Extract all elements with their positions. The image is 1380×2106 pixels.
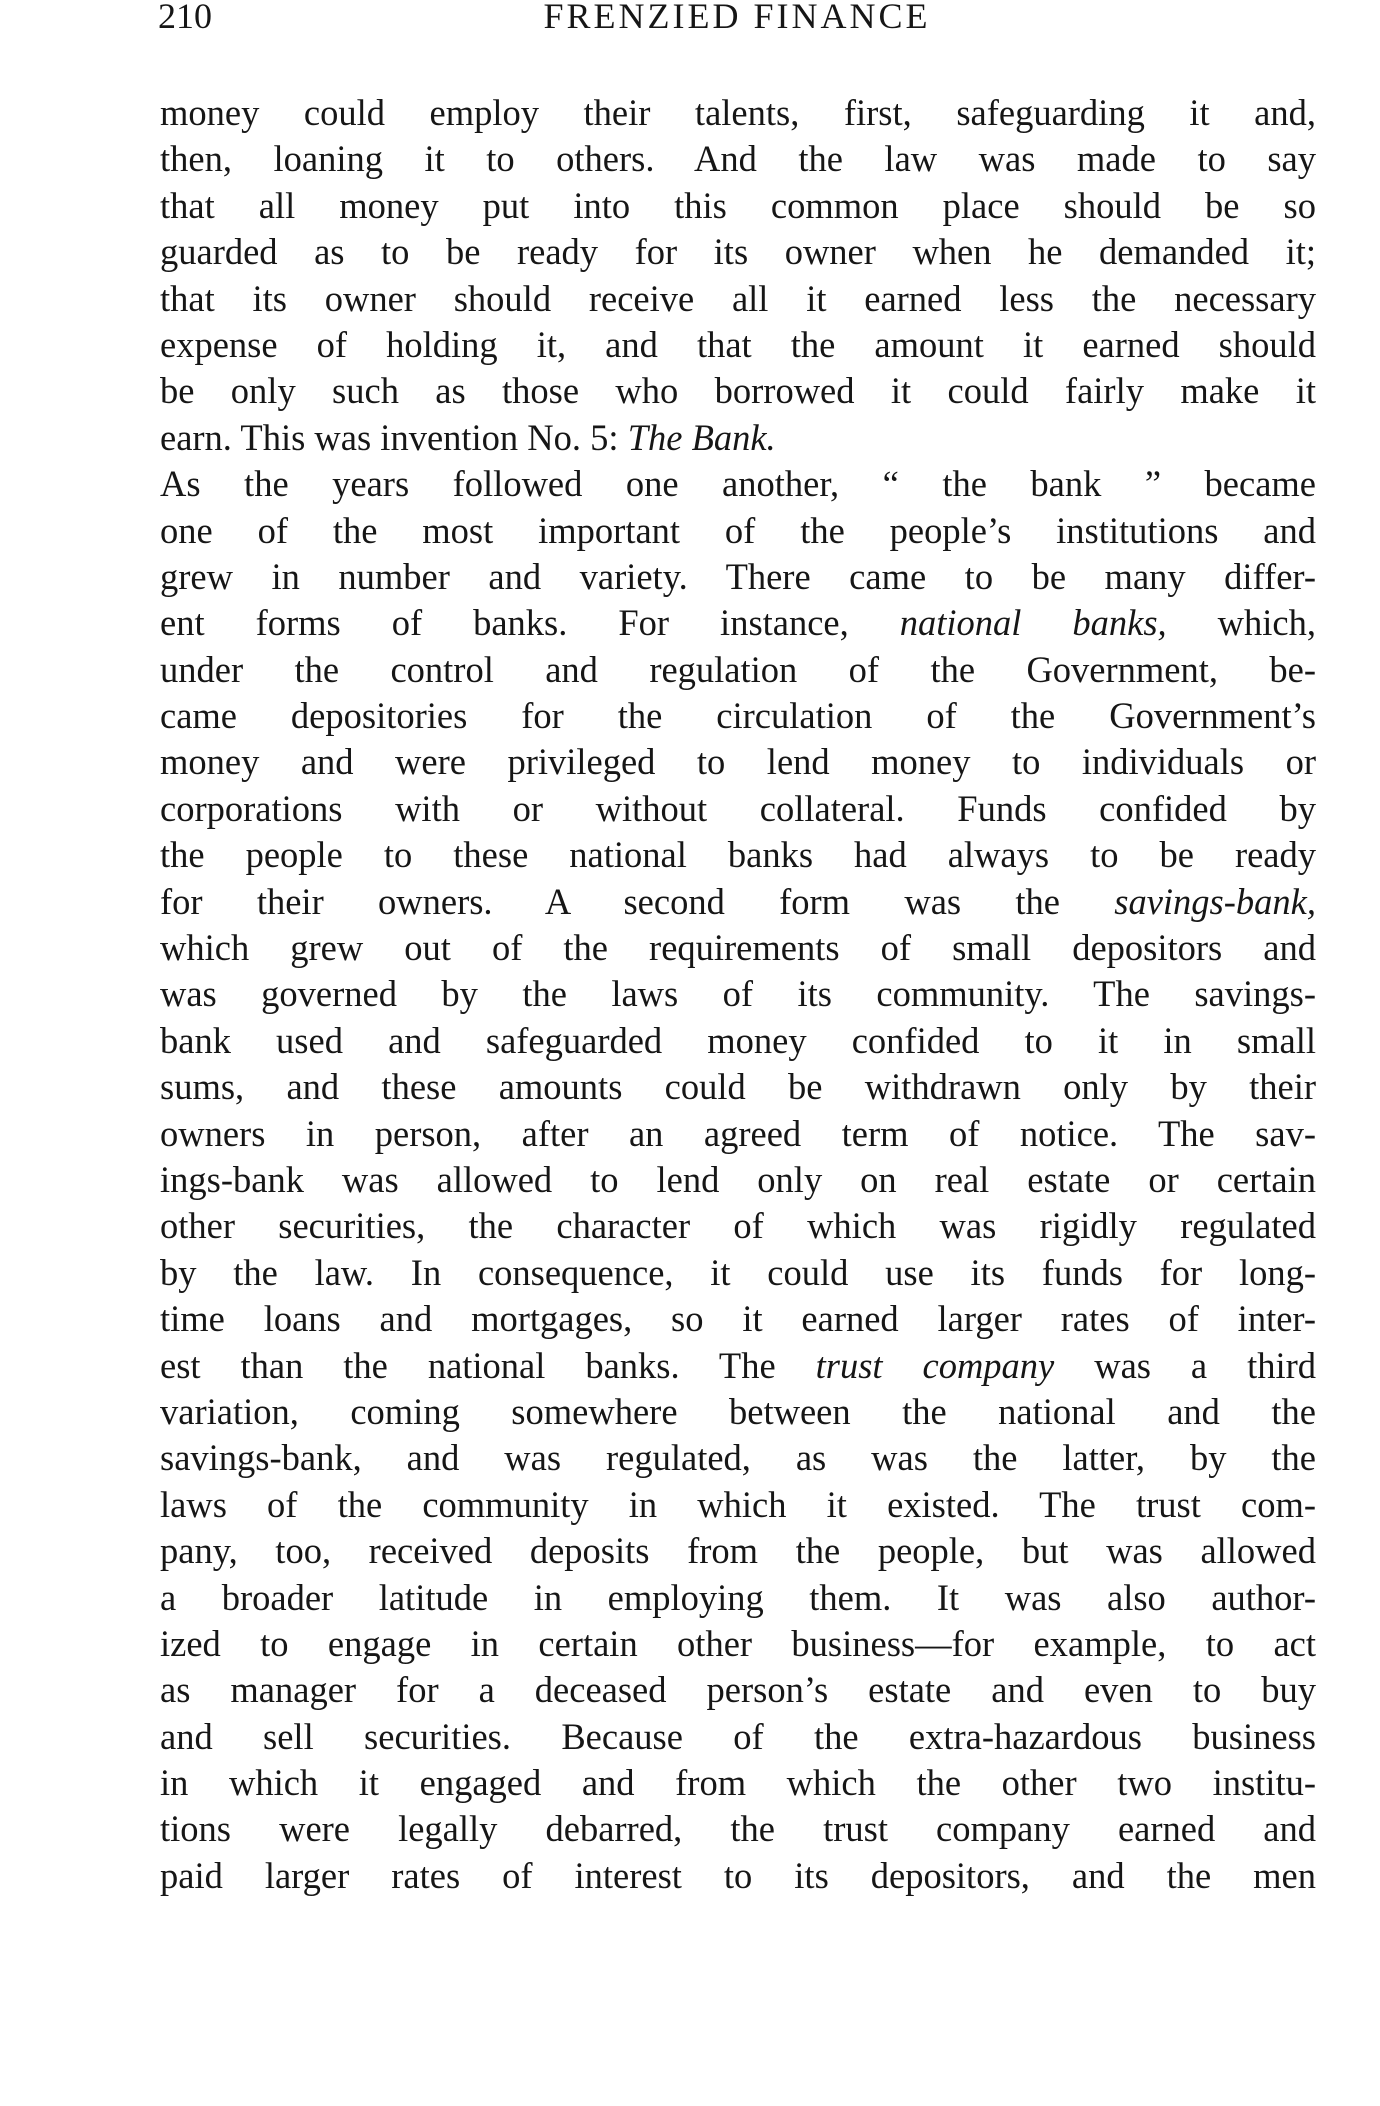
running-title: FRENZIED FINANCE bbox=[543, 0, 931, 36]
text-line bbox=[160, 136, 1316, 182]
text-segment: As the years followed one another, “ the bank ” became bbox=[160, 463, 1316, 505]
text-segment: tions were legally debarred, the trust company earned and bbox=[160, 1808, 1316, 1850]
text-line bbox=[160, 879, 1316, 925]
text-line bbox=[160, 1482, 1316, 1528]
text-segment: money and were privileged to lend money to individuals or bbox=[160, 741, 1316, 783]
text-segment: came depositories for the circulation of the Government’s bbox=[160, 695, 1316, 737]
text-line bbox=[160, 1343, 1316, 1389]
text-line bbox=[160, 1018, 1316, 1064]
text-segment: sums, and these amounts could be withdrawn only by their bbox=[160, 1066, 1316, 1108]
text-segment: which grew out of the requirements of small depositors and bbox=[160, 927, 1316, 969]
italic-term: savings-bank, bbox=[1114, 880, 1316, 922]
text-segment: which, bbox=[1166, 602, 1316, 644]
text-segment: expense of holding it, and that the amount it earned should bbox=[160, 323, 1316, 365]
text-segment: for their owners. A second form was the bbox=[160, 880, 1115, 922]
text-segment: was governed by the laws of its community. The savings- bbox=[160, 973, 1316, 1015]
italic-term: The Bank. bbox=[627, 416, 776, 458]
text-line bbox=[160, 183, 1316, 229]
text-line bbox=[160, 1667, 1316, 1713]
text-line bbox=[160, 1389, 1316, 1435]
text-line bbox=[160, 90, 1316, 136]
text-line bbox=[160, 693, 1316, 739]
text-line bbox=[160, 1760, 1316, 1806]
text-segment: ings-bank was allowed to lend only on real estate or certain bbox=[160, 1158, 1316, 1200]
text-segment: grew in number and variety. There came to be many differ- bbox=[160, 555, 1316, 597]
text-line bbox=[160, 739, 1316, 785]
text-segment: time loans and mortgages, so it earned larger rates of inter- bbox=[160, 1298, 1316, 1340]
italic-term: trust company bbox=[815, 1344, 1055, 1386]
text-line bbox=[160, 322, 1316, 368]
text-segment: pany, too, received deposits from the people, but was allowed bbox=[160, 1530, 1316, 1572]
italic-term: national banks, bbox=[899, 602, 1167, 644]
page-number: 210 bbox=[158, 0, 212, 36]
text-segment: as manager for a deceased person’s estate and even to buy bbox=[160, 1669, 1316, 1711]
text-line bbox=[160, 1853, 1316, 1899]
text-segment: other securities, the character of which was rigidly regulated bbox=[160, 1205, 1316, 1247]
text-segment: a broader latitude in employing them. It was also author- bbox=[160, 1576, 1316, 1618]
text-line bbox=[160, 229, 1316, 275]
text-segment: laws of the community in which it existed. The trust com- bbox=[160, 1483, 1316, 1525]
text-line bbox=[160, 368, 1316, 414]
text-segment: money could employ their talents, first, safeguarding it and, bbox=[160, 92, 1316, 133]
text-segment: under the control and regulation of the Government, be- bbox=[160, 648, 1316, 690]
body-text bbox=[160, 90, 1316, 1899]
text-segment: corporations with or without collateral. Funds confided by bbox=[160, 787, 1316, 829]
text-line bbox=[160, 1806, 1316, 1852]
text-segment: one of the most important of the people’s institutions and bbox=[160, 509, 1316, 551]
text-segment: that all money put into this common place should be so bbox=[160, 184, 1316, 226]
text-segment: owners in person, after an agreed term of notice. The sav- bbox=[160, 1112, 1316, 1154]
running-head bbox=[158, 0, 1316, 38]
text-segment: guarded as to be ready for its owner when he demanded it; bbox=[160, 231, 1316, 273]
text-line bbox=[160, 1203, 1316, 1249]
text-line bbox=[160, 554, 1316, 600]
text-line bbox=[160, 1575, 1316, 1621]
text-segment: est than the national banks. The bbox=[160, 1344, 816, 1386]
text-line bbox=[160, 1250, 1316, 1296]
text-segment: ized to engage in certain other business—for example, to act bbox=[160, 1622, 1316, 1664]
text-segment: then, loaning it to others. And the law was made to say bbox=[160, 138, 1316, 180]
text-line bbox=[160, 415, 1316, 461]
text-line bbox=[160, 1157, 1316, 1203]
text-segment: paid larger rates of interest to its depositors, and the men bbox=[160, 1854, 1316, 1896]
text-segment: ent forms of banks. For instance, bbox=[160, 602, 900, 644]
text-line bbox=[160, 1714, 1316, 1760]
text-line bbox=[160, 1435, 1316, 1481]
text-segment: that its owner should receive all it earned less the necessary bbox=[160, 277, 1316, 319]
text-line bbox=[160, 461, 1316, 507]
text-segment: variation, coming somewhere between the national and the bbox=[160, 1390, 1316, 1432]
text-line bbox=[160, 1296, 1316, 1342]
text-line bbox=[160, 1528, 1316, 1574]
text-segment: the people to these national banks had always to be ready bbox=[160, 834, 1316, 876]
text-line bbox=[160, 647, 1316, 693]
text-segment: and sell securities. Because of the extra-hazardous business bbox=[160, 1715, 1316, 1757]
text-line bbox=[160, 1621, 1316, 1667]
text-line bbox=[160, 786, 1316, 832]
text-line bbox=[160, 1111, 1316, 1157]
text-line bbox=[160, 1064, 1316, 1110]
text-line bbox=[160, 508, 1316, 554]
text-line bbox=[160, 600, 1316, 646]
text-line bbox=[160, 971, 1316, 1017]
text-segment: was a third bbox=[1054, 1344, 1317, 1386]
text-segment: savings-bank, and was regulated, as was the latter, by the bbox=[160, 1437, 1316, 1479]
text-line bbox=[160, 832, 1316, 878]
text-segment: in which it engaged and from which the other two institu- bbox=[160, 1762, 1316, 1804]
text-line bbox=[160, 276, 1316, 322]
text-segment: be only such as those who borrowed it could fairly make it bbox=[160, 370, 1316, 412]
text-segment: by the law. In consequence, it could use its funds for long- bbox=[160, 1251, 1316, 1293]
text-line bbox=[160, 925, 1316, 971]
text-segment: earn. This was invention No. 5: bbox=[160, 416, 628, 458]
text-segment: bank used and safeguarded money confided to it in small bbox=[160, 1019, 1316, 1061]
